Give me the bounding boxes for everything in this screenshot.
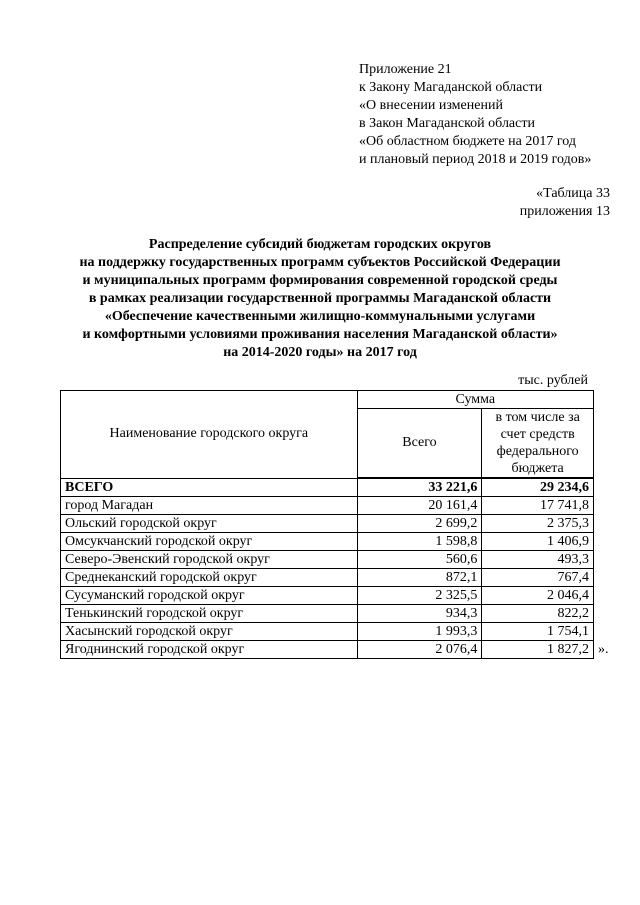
row-name: Омсукчанский городской округ [61,533,358,551]
table-row [61,533,594,551]
row-federal: 2 375,3 [482,515,594,533]
title-line: «Обеспечение качественными жилищно-коммунальными услугами [104,309,536,324]
appendix-line: «Об областном бюджете на 2017 год [359,134,576,149]
title-line: на 2014-2020 годы» на 2017 год [223,345,417,360]
document-title [30,236,610,362]
row-total: 33 221,6 [357,478,482,497]
title-line: и комфортными условиями проживания населения Магаданской области» [82,327,558,342]
row-federal: 17 741,8 [482,497,594,515]
row-federal: 1 406,9 [482,533,594,551]
title-line: и муниципальных программ формирования современной городской среды [82,273,558,288]
title-line: Распределение субсидий бюджетам городских округов [148,237,492,252]
header-federal: в том числе за счет средств федерального бюджета [482,409,594,479]
row-name: Сусуманский городской округ [61,587,358,605]
row-total: 872,1 [357,569,482,587]
appendix-line: к Закону Магаданской области [359,80,543,95]
row-total: 560,6 [357,551,482,569]
row-federal: 493,3 [482,551,594,569]
row-federal: 1 827,2 [482,641,594,659]
row-name: город Магадан [61,497,358,515]
row-name: ВСЕГО [61,478,358,497]
table-ref-line: «Таблица 33 [536,186,610,201]
row-federal: 822,2 [482,605,594,623]
table-row [61,623,594,641]
appendix-line: Приложение 21 [359,62,452,77]
table-row [61,497,594,515]
row-name: Ольский городской округ [61,515,358,533]
header-name: Наименование городского округа [61,391,358,479]
table-row [61,605,594,623]
row-federal: 767,4 [482,569,594,587]
table-row [61,569,594,587]
table-row [61,587,594,605]
row-total: 1 598,8 [357,533,482,551]
row-name: Хасынский городской округ [61,623,358,641]
row-total: 20 161,4 [357,497,482,515]
row-federal: 29 234,6 [482,478,594,497]
row-name: Северо-Эвенский городской округ [61,551,358,569]
row-name: Ягоднинский городской округ [61,641,358,659]
title-line: в рамках реализации государственной программы Магаданской области [88,291,552,306]
row-total: 2 699,2 [357,515,482,533]
row-name: Среднеканский городской округ [61,569,358,587]
closing-quote: ». [598,642,609,657]
row-name: Тенькинский городской округ [61,605,358,623]
units-label: тыс. рублей [518,373,588,388]
row-federal: 1 754,1 [482,623,594,641]
table-ref-line: приложения 13 [519,204,610,219]
row-federal: 2 046,4 [482,587,594,605]
table-row [61,551,594,569]
row-total: 1 993,3 [357,623,482,641]
appendix-header [359,61,591,169]
header-total: Всего [357,409,482,479]
table-row [61,641,594,659]
header-sum: Сумма [357,391,593,409]
appendix-line: «О внесении изменений [359,98,503,113]
subsidy-table [60,390,594,659]
row-total: 934,3 [357,605,482,623]
row-total: 2 076,4 [357,641,482,659]
title-line: на поддержку государственных программ субъектов Российской Федерации [79,255,561,270]
total-row [61,478,594,497]
table-row [61,515,594,533]
appendix-line: и плановый период 2018 и 2019 годов» [359,152,592,167]
row-total: 2 325,5 [357,587,482,605]
table-reference [520,185,610,221]
appendix-line: в Закон Магаданской области [359,116,535,131]
